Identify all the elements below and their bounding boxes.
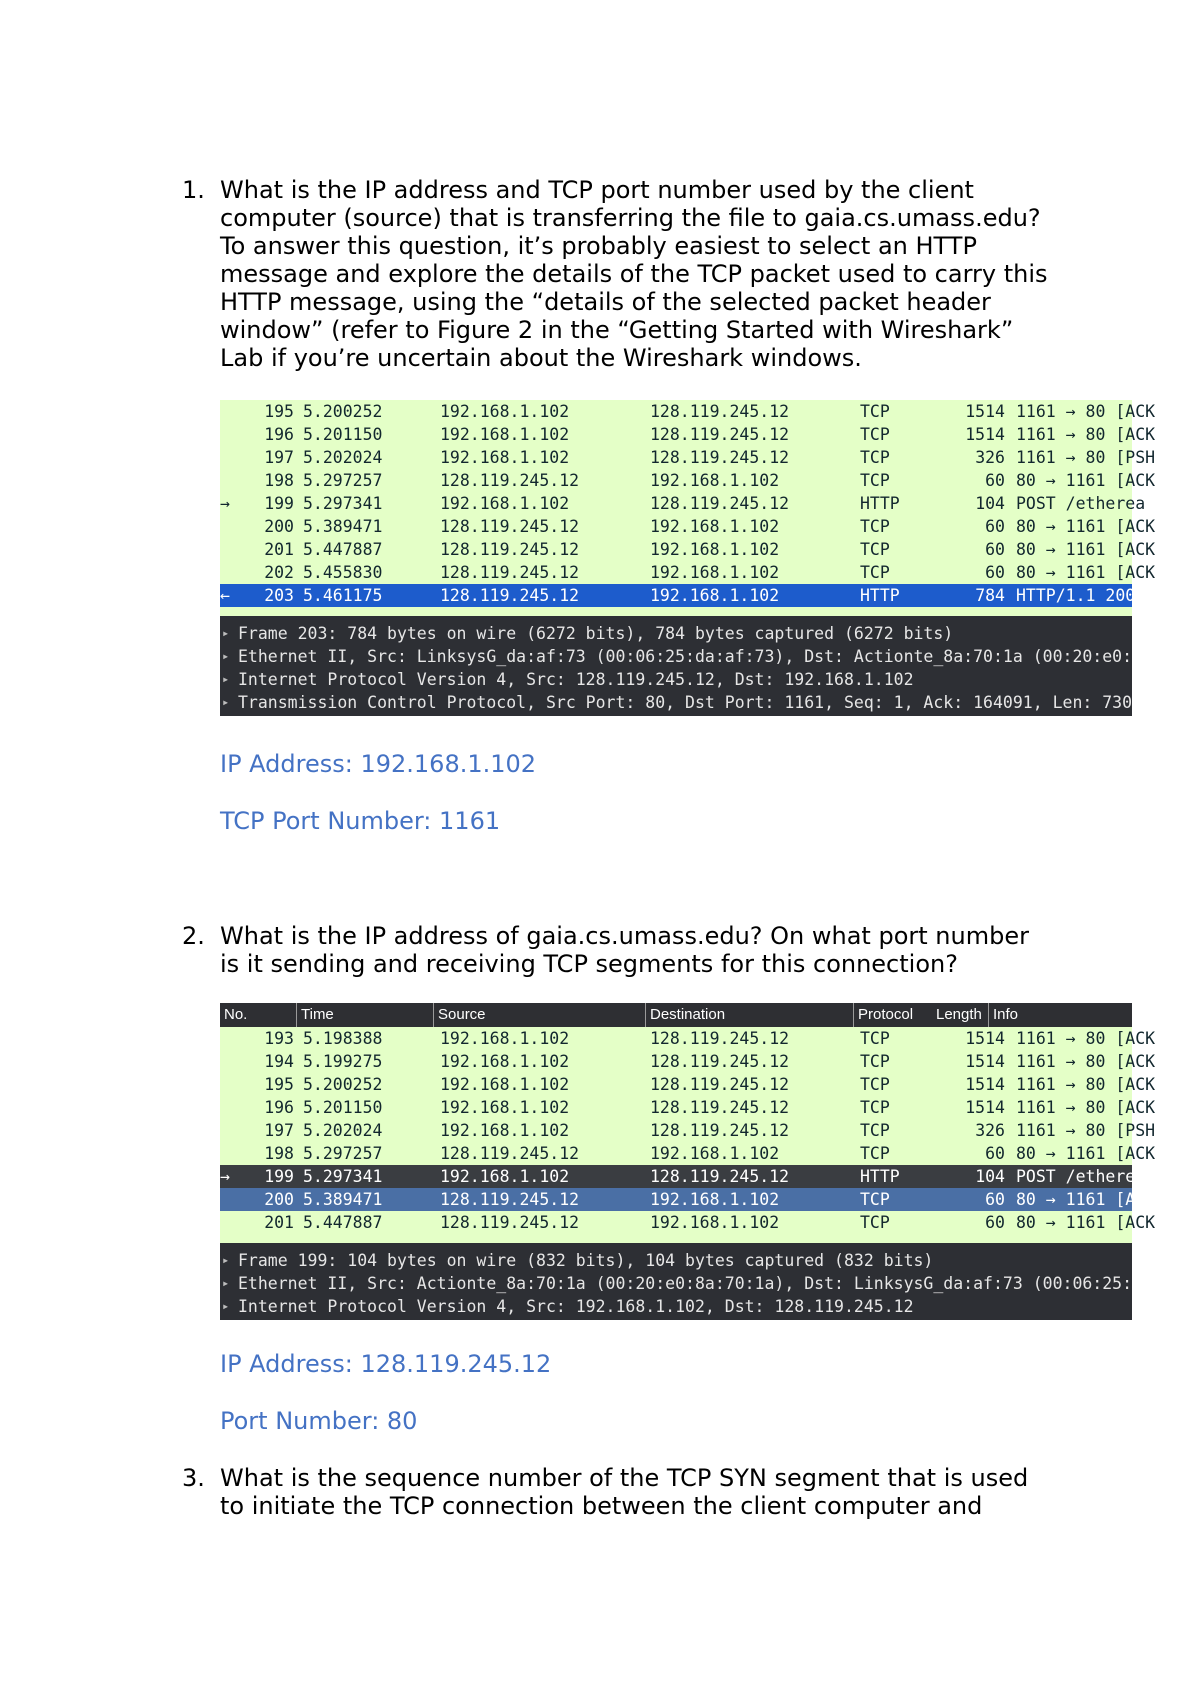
detail-text: Ethernet II, Src: Actionte_8a:70:1a (00:20:e0:8a:70:1a), Dst: LinksysG_da:af:73 (00:06:25:: [238, 1274, 1133, 1293]
packet-number: 203: [264, 586, 294, 605]
packet-destination: 128.119.245.12: [650, 1029, 790, 1048]
packet-row[interactable]: [220, 1211, 1156, 1234]
packet-info: 80 → 1161 [ACK: [1016, 517, 1156, 536]
packet-destination: 192.168.1.102: [650, 1213, 780, 1232]
column-header-source[interactable]: Source: [433, 1003, 486, 1027]
expand-arrow-icon[interactable]: ▸: [222, 672, 230, 686]
column-header-no[interactable]: No.: [224, 1006, 248, 1023]
packet-destination: 192.168.1.102: [650, 586, 780, 605]
packet-source: 192.168.1.102: [440, 1167, 570, 1186]
packet-info: 80 → 1161 [ACK: [1016, 471, 1156, 490]
packet-destination: 128.119.245.12: [650, 402, 790, 421]
packet-row[interactable]: [220, 1188, 1156, 1211]
row-marker: ←: [220, 586, 230, 605]
packet-time: 5.200252: [303, 402, 383, 421]
packet-protocol: TCP: [860, 1052, 890, 1071]
detail-text: Internet Protocol Version 4, Src: 128.119.245.12, Dst: 192.168.1.102: [238, 670, 914, 689]
packet-destination: 192.168.1.102: [650, 517, 780, 536]
packet-length: 60: [985, 471, 1005, 490]
packet-details-pane: [220, 616, 1132, 716]
packet-destination: 192.168.1.102: [650, 1190, 780, 1209]
packet-length: 1514: [965, 1052, 1005, 1071]
packet-protocol: TCP: [860, 1029, 890, 1048]
packet-destination: 128.119.245.12: [650, 1167, 790, 1186]
packet-info: 1161 → 80 [PSH: [1016, 448, 1156, 467]
packet-protocol: TCP: [860, 1075, 890, 1094]
detail-tree-item[interactable]: [220, 1249, 1132, 1272]
packet-source: 128.119.245.12: [440, 586, 580, 605]
packet-source: 128.119.245.12: [440, 1144, 580, 1163]
packet-row[interactable]: [220, 1142, 1156, 1165]
packet-length: 60: [985, 1144, 1005, 1163]
packet-length: 104: [975, 494, 1005, 513]
packet-number: 195: [264, 1075, 294, 1094]
packet-length: 1514: [965, 1029, 1005, 1048]
question-number: 1.: [182, 176, 205, 204]
packet-protocol: TCP: [860, 425, 890, 444]
packet-source: 192.168.1.102: [440, 402, 570, 421]
packet-list: [220, 1027, 1156, 1234]
question-text: What is the IP address and TCP port number used by the client computer (source) that is transferring the file to gaia.cs.umass.edu? To answer this question, it’s probably easiest to select an HTTP message and explore the details of the TCP packet used to carry this HTTP message, using the “details of the selected packet header window” (refer to Figure 2 in the “Getting Started with Wireshark” Lab if you’re uncertain about the Wireshark windows.: [220, 176, 1048, 372]
packet-source: 128.119.245.12: [440, 471, 580, 490]
question-text: What is the sequence number of the TCP SYN segment that is used to initiate the TCP connection between the client computer and: [220, 1464, 1029, 1520]
packet-info: 80 → 1161 [ACK: [1016, 540, 1156, 559]
wireshark-capture-2: [220, 1003, 1156, 1320]
packet-time: 5.297257: [303, 471, 383, 490]
packet-protocol: TCP: [860, 1144, 890, 1163]
packet-time: 5.202024: [303, 1121, 383, 1140]
packet-time: 5.389471: [303, 517, 383, 536]
question-text: What is the IP address of gaia.cs.umass.edu? On what port number is it sending and receiving TCP segments for this connection?: [220, 922, 1029, 978]
packet-row[interactable]: [220, 515, 1156, 538]
packet-row[interactable]: [220, 492, 1146, 515]
packet-length: 60: [985, 563, 1005, 582]
packet-length: 1514: [965, 402, 1005, 421]
expand-arrow-icon[interactable]: ▸: [222, 1299, 230, 1313]
packet-number: 200: [264, 517, 294, 536]
packet-source: 128.119.245.12: [440, 540, 580, 559]
packet-number: 196: [264, 1098, 294, 1117]
packet-time: 5.389471: [303, 1190, 383, 1209]
answer-q1-port: TCP Port Number: 1161: [220, 807, 501, 835]
packet-protocol: TCP: [860, 517, 890, 536]
detail-text: Ethernet II, Src: LinksysG_da:af:73 (00:06:25:da:af:73), Dst: Actionte_8a:70:1a (00:20:e0:: [238, 647, 1133, 666]
packet-row[interactable]: [220, 1027, 1156, 1050]
packet-time: 5.455830: [303, 563, 383, 582]
packet-info: 1161 → 80 [ACK: [1016, 1098, 1156, 1117]
packet-source: 128.119.245.12: [440, 517, 580, 536]
packet-source: 192.168.1.102: [440, 1029, 570, 1048]
packet-destination: 192.168.1.102: [650, 471, 780, 490]
detail-text: Frame 203: 784 bytes on wire (6272 bits), 784 bytes captured (6272 bits): [238, 624, 954, 643]
packet-row[interactable]: [220, 561, 1156, 584]
packet-info: 1161 → 80 [ACK: [1016, 402, 1156, 421]
packet-length: 60: [985, 1213, 1005, 1232]
packet-info: 1161 → 80 [PSH: [1016, 1121, 1156, 1140]
packet-length: 104: [975, 1167, 1005, 1186]
packet-time: 5.297341: [303, 1167, 383, 1186]
packet-time: 5.200252: [303, 1075, 383, 1094]
wireshark-capture-1: [220, 400, 1156, 716]
packet-row[interactable]: [220, 538, 1156, 561]
detail-text: Frame 199: 104 bytes on wire (832 bits), 104 bytes captured (832 bits): [238, 1251, 934, 1270]
detail-tree-item[interactable]: [220, 645, 1132, 668]
packet-protocol: TCP: [860, 402, 890, 421]
packet-info: 1161 → 80 [ACK: [1016, 1052, 1156, 1071]
column-header-length[interactable]: Length: [936, 1006, 982, 1023]
packet-protocol: TCP: [860, 448, 890, 467]
packet-destination: 128.119.245.12: [650, 448, 790, 467]
detail-tree-item[interactable]: [220, 1295, 1132, 1318]
expand-arrow-icon[interactable]: ▸: [222, 626, 230, 640]
packet-protocol: TCP: [860, 563, 890, 582]
detail-tree-item[interactable]: [220, 622, 1132, 645]
packet-info: POST /etherea: [1016, 1167, 1146, 1186]
packet-number: 196: [264, 425, 294, 444]
packet-info: 1161 → 80 [ACK: [1016, 425, 1156, 444]
packet-source: 192.168.1.102: [440, 494, 570, 513]
packet-protocol: TCP: [860, 1213, 890, 1232]
packet-info: 80 → 1161 [ACK: [1016, 563, 1156, 582]
packet-time: 5.201150: [303, 425, 383, 444]
column-header-time[interactable]: Time: [296, 1003, 334, 1027]
detail-tree-item[interactable]: [220, 691, 1132, 714]
packet-number: 198: [264, 1144, 294, 1163]
packet-source: 128.119.245.12: [440, 1213, 580, 1232]
row-marker: →: [220, 494, 230, 513]
packet-number: 199: [264, 494, 294, 513]
packet-time: 5.447887: [303, 1213, 383, 1232]
packet-destination: 128.119.245.12: [650, 425, 790, 444]
packet-info: 1161 → 80 [ACK: [1016, 1075, 1156, 1094]
packet-source: 192.168.1.102: [440, 1075, 570, 1094]
expand-arrow-icon[interactable]: ▸: [222, 649, 230, 663]
packet-row[interactable]: [220, 400, 1156, 423]
packet-length: 1514: [965, 425, 1005, 444]
packet-row[interactable]: [220, 446, 1156, 469]
packet-number: 201: [264, 1213, 294, 1232]
packet-source: 192.168.1.102: [440, 1121, 570, 1140]
packet-info: 80 → 1161 [ACK: [1016, 1213, 1156, 1232]
packet-row-partial: [220, 607, 1132, 616]
packet-source: 128.119.245.12: [440, 1190, 580, 1209]
packet-protocol: HTTP: [860, 1167, 900, 1186]
packet-time: 5.201150: [303, 1098, 383, 1117]
detail-tree-item[interactable]: [220, 668, 1132, 691]
packet-number: 199: [264, 1167, 294, 1186]
packet-time: 5.297341: [303, 494, 383, 513]
packet-protocol: HTTP: [860, 586, 900, 605]
packet-row[interactable]: [220, 423, 1156, 446]
column-header-destination[interactable]: Destination: [645, 1003, 725, 1027]
packet-row[interactable]: [220, 584, 1156, 607]
row-marker: →: [220, 1167, 230, 1186]
expand-arrow-icon[interactable]: ▸: [222, 1253, 230, 1267]
packet-list-header: [220, 1003, 1132, 1027]
packet-protocol: TCP: [860, 1121, 890, 1140]
packet-source: 192.168.1.102: [440, 425, 570, 444]
packet-info: POST /etherea: [1016, 494, 1146, 513]
answer-q1-ip: IP Address: 192.168.1.102: [220, 750, 537, 778]
question-3: [182, 1464, 1082, 1520]
packet-time: 5.297257: [303, 1144, 383, 1163]
packet-info: 80 → 1161 [ACK: [1016, 1190, 1156, 1209]
packet-row[interactable]: [220, 1073, 1156, 1096]
packet-source: 192.168.1.102: [440, 1098, 570, 1117]
packet-destination: 128.119.245.12: [650, 1121, 790, 1140]
packet-number: 202: [264, 563, 294, 582]
packet-length: 1514: [965, 1098, 1005, 1117]
packet-row[interactable]: [220, 1096, 1156, 1119]
packet-length: 326: [975, 1121, 1005, 1140]
packet-row[interactable]: [220, 469, 1156, 492]
detail-text: Internet Protocol Version 4, Src: 192.168.1.102, Dst: 128.119.245.12: [238, 1297, 914, 1316]
packet-protocol: TCP: [860, 1190, 890, 1209]
packet-destination: 128.119.245.12: [650, 494, 790, 513]
packet-number: 194: [264, 1052, 294, 1071]
packet-list: [220, 400, 1156, 607]
packet-destination: 128.119.245.12: [650, 1075, 790, 1094]
packet-number: 197: [264, 448, 294, 467]
column-header-protocol[interactable]: Protocol: [853, 1003, 913, 1027]
packet-length: 60: [985, 1190, 1005, 1209]
packet-length: 326: [975, 448, 1005, 467]
answer-q2-ip: IP Address: 128.119.245.12: [220, 1350, 552, 1378]
answer-q2-port: Port Number: 80: [220, 1407, 418, 1435]
packet-number: 201: [264, 540, 294, 559]
packet-source: 192.168.1.102: [440, 448, 570, 467]
packet-number: 197: [264, 1121, 294, 1140]
packet-row[interactable]: [220, 1165, 1146, 1188]
packet-source: 192.168.1.102: [440, 1052, 570, 1071]
question-2: [182, 922, 1082, 978]
packet-length: 60: [985, 540, 1005, 559]
packet-destination: 192.168.1.102: [650, 563, 780, 582]
question-number: 3.: [182, 1464, 205, 1492]
packet-protocol: HTTP: [860, 494, 900, 513]
packet-row-partial: [220, 1234, 1132, 1243]
packet-time: 5.199275: [303, 1052, 383, 1071]
packet-destination: 192.168.1.102: [650, 540, 780, 559]
detail-tree-item[interactable]: [220, 1272, 1132, 1295]
packet-time: 5.447887: [303, 540, 383, 559]
packet-destination: 128.119.245.12: [650, 1098, 790, 1117]
packet-protocol: TCP: [860, 540, 890, 559]
packet-length: 1514: [965, 1075, 1005, 1094]
expand-arrow-icon[interactable]: ▸: [222, 695, 230, 709]
packet-info: 1161 → 80 [ACK: [1016, 1029, 1156, 1048]
question-number: 2.: [182, 922, 205, 950]
column-header-info[interactable]: Info: [988, 1003, 1018, 1027]
packet-number: 198: [264, 471, 294, 490]
packet-row[interactable]: [220, 1119, 1156, 1142]
packet-number: 200: [264, 1190, 294, 1209]
packet-length: 784: [975, 586, 1005, 605]
packet-time: 5.202024: [303, 448, 383, 467]
packet-length: 60: [985, 517, 1005, 536]
packet-protocol: TCP: [860, 471, 890, 490]
packet-number: 195: [264, 402, 294, 421]
packet-source: 128.119.245.12: [440, 563, 580, 582]
packet-time: 5.461175: [303, 586, 383, 605]
packet-details-pane: [220, 1243, 1132, 1320]
packet-destination: 128.119.245.12: [650, 1052, 790, 1071]
packet-destination: 192.168.1.102: [650, 1144, 780, 1163]
expand-arrow-icon[interactable]: ▸: [222, 1276, 230, 1290]
detail-text: Transmission Control Protocol, Src Port: 80, Dst Port: 1161, Seq: 1, Ack: 164091, Len: 730: [238, 693, 1133, 712]
packet-info: HTTP/1.1 200 O: [1016, 586, 1156, 605]
packet-row[interactable]: [220, 1050, 1156, 1073]
packet-time: 5.198388: [303, 1029, 383, 1048]
packet-number: 193: [264, 1029, 294, 1048]
packet-info: 80 → 1161 [ACK: [1016, 1144, 1156, 1163]
packet-protocol: TCP: [860, 1098, 890, 1117]
question-1: [182, 176, 1082, 372]
